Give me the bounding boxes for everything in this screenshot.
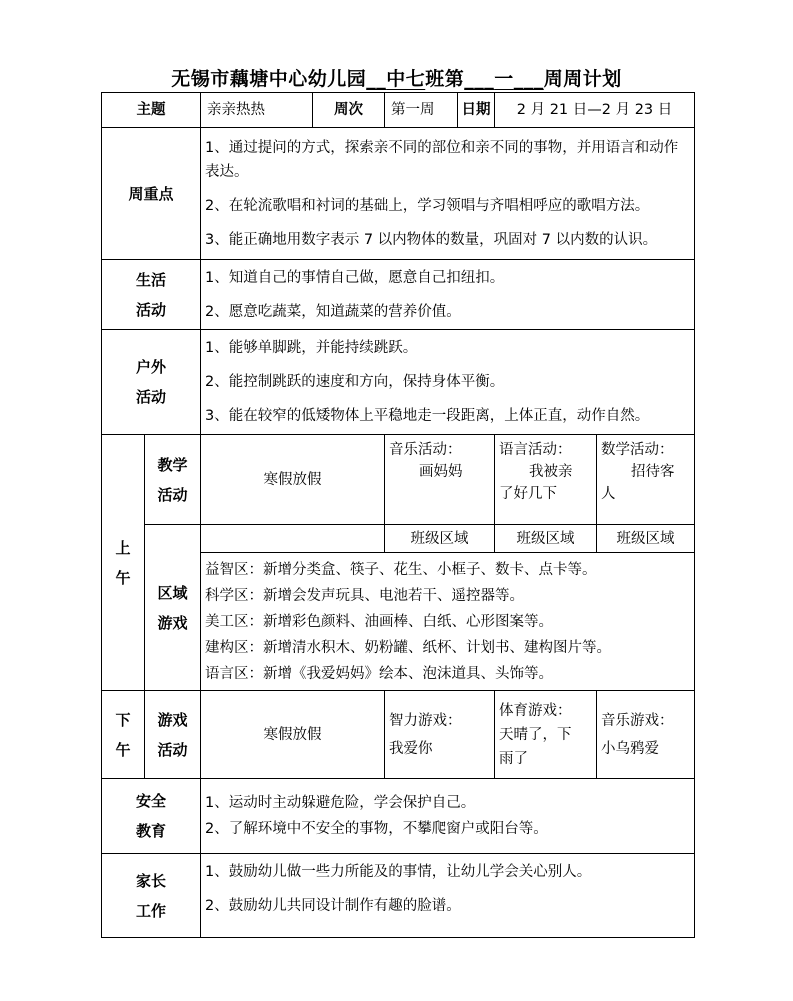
weekly-plan-table — [101, 92, 695, 938]
title-suffix: 周周计划 — [543, 68, 622, 90]
afternoon-sports: 体育游戏： 天晴了，下 雨了 — [495, 691, 597, 779]
teaching-math: 数学活动： 招待客 人 — [597, 435, 695, 525]
area-item: 科学区：新增会发声玩具、电池若干、遥控器等。 — [205, 587, 524, 604]
life-content — [201, 260, 695, 330]
outdoor-content — [201, 330, 695, 435]
morning-label: 上 午 — [102, 435, 145, 691]
parents-content — [201, 854, 695, 938]
safety-item: 1、运动时主动躲避危险，学会保护自己。 — [205, 795, 476, 811]
area-content — [201, 553, 695, 691]
afternoon-games-label: 游戏 活动 — [145, 691, 201, 779]
safety-row — [102, 779, 695, 854]
safety-item: 2、了解环境中不安全的事物，不攀爬窗户或阳台等。 — [205, 821, 548, 837]
area-item: 益智区：新增分类盒、筷子、花生、小框子、数卡、点卡等。 — [205, 561, 597, 578]
weekly-focus-item: 3、能正确地用数字表示 7 以内物体的数量，巩固对 7 以内数的认识。 — [205, 231, 658, 248]
week-value: 第一周 — [385, 93, 458, 127]
weekly-focus-item: 1、通过提问的方式，探索亲不同的部位和亲不同的事物，并用语言和动作表达。 — [205, 139, 679, 180]
outdoor-row — [102, 330, 695, 435]
outdoor-item: 1、能够单脚跳，并能持续跳跃。 — [205, 340, 418, 356]
theme-label: 主题 — [102, 93, 201, 128]
parents-label: 家长 工作 — [102, 854, 201, 938]
teaching-holiday: 寒假放假 — [201, 435, 385, 525]
afternoon-intellect: 智力游戏： 我爱你 — [385, 691, 495, 779]
area-col-2: 班级区域 — [495, 525, 597, 553]
afternoon-holiday: 寒假放假 — [201, 691, 385, 779]
afternoon-label: 下 午 — [102, 691, 145, 779]
date-label: 日期 — [461, 102, 491, 118]
area-item: 建构区：新增清水积木、奶粉罐、纸杯、计划书、建构图片等。 — [205, 639, 611, 656]
school-name: 无锡市藕塘中心幼儿园 — [171, 68, 367, 90]
life-row — [102, 260, 695, 330]
date-value: 2 月 21 日—2 月 23 日 — [495, 93, 695, 128]
parents-item: 2、鼓励幼儿共同设计制作有趣的脸谱。 — [205, 898, 461, 914]
morning-teaching-row — [102, 435, 695, 525]
area-item: 美工区：新增彩色颜料、油画棒、白纸、心形图案等。 — [205, 613, 553, 630]
life-label: 生活 活动 — [102, 260, 201, 330]
parents-row — [102, 854, 695, 938]
area-item: 语言区：新增《我爱妈妈》绘本、泡沫道具、头饰等。 — [205, 665, 553, 682]
week-label: 周次 — [334, 102, 363, 118]
area-col-3: 班级区域 — [597, 525, 695, 553]
outdoor-item: 3、能在较窄的低矮物体上平稳地走一段距离，上体正直，动作自然。 — [205, 408, 650, 424]
page-title — [0, 64, 793, 91]
safety-content — [201, 779, 695, 854]
area-header-row — [102, 525, 695, 553]
life-item: 1、知道自己的事情自己做，愿意自己扣纽扣。 — [205, 269, 505, 286]
area-label: 区域 游戏 — [145, 525, 201, 691]
weekly-focus-content — [201, 128, 695, 260]
life-item: 2、愿意吃蔬菜，知道蔬菜的营养价值。 — [205, 303, 461, 320]
teaching-language: 语言活动： 我被亲 了好几下 — [495, 435, 597, 525]
afternoon-row — [102, 691, 695, 779]
area-header-blank — [201, 525, 385, 553]
meta-row — [102, 93, 695, 128]
weekly-focus-item: 2、在轮流歌唱和衬词的基础上，学习领唱与齐唱相呼应的歌唱方法。 — [205, 197, 650, 214]
teaching-music: 音乐活动： 画妈妈 — [385, 435, 495, 525]
parents-item: 1、鼓励幼儿做一些力所能及的事情，让幼儿学会关心别人。 — [205, 864, 592, 880]
week-number: ___一___ — [464, 68, 544, 90]
outdoor-item: 2、能控制跳跃的速度和方向，保持身体平衡。 — [205, 374, 505, 390]
weekly-focus-label: 周重点 — [102, 128, 201, 260]
outdoor-label: 户外 活动 — [102, 330, 201, 435]
class-name: __中七 — [366, 68, 426, 90]
safety-label: 安全 教育 — [102, 779, 201, 854]
class-suffix: 班第 — [425, 68, 465, 90]
theme-value: 亲亲热热 — [201, 93, 313, 127]
teaching-label: 教学 活动 — [145, 435, 201, 525]
area-col-1: 班级区域 — [385, 525, 495, 553]
weekly-focus-row — [102, 128, 695, 260]
afternoon-music: 音乐游戏： 小乌鸦爱 — [597, 691, 695, 779]
